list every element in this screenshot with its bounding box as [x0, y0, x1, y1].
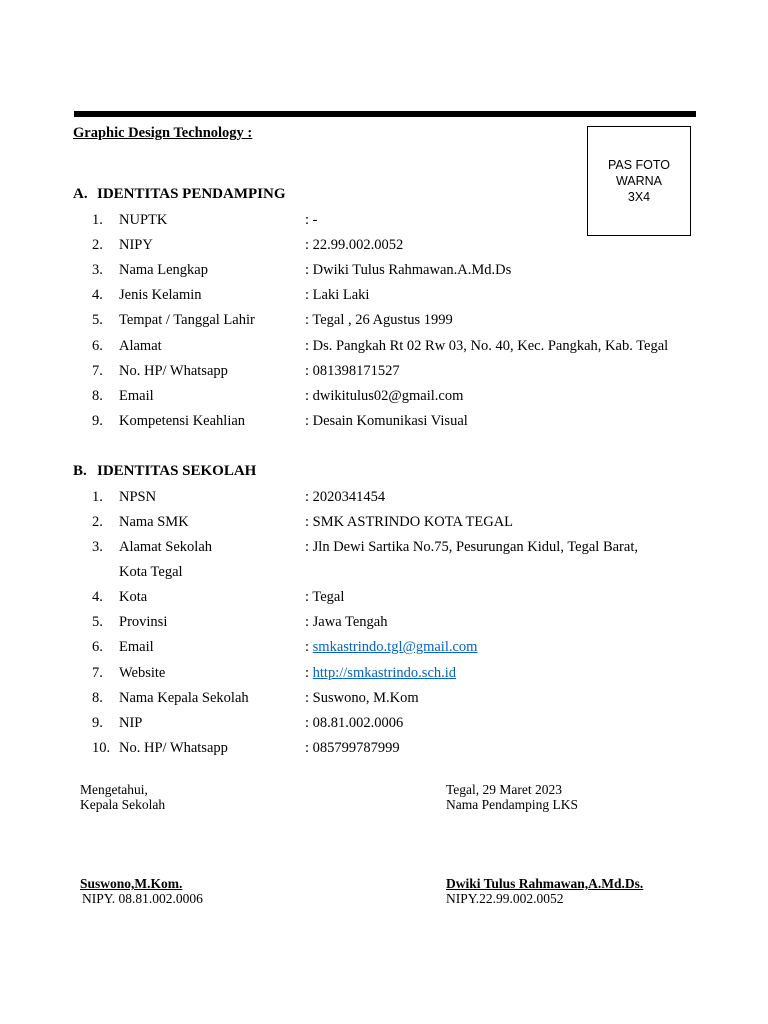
row-value: : Tegal	[305, 589, 345, 605]
section-b-letter: B.	[73, 463, 87, 479]
row-label: Email	[119, 388, 154, 404]
row-value: : Laki Laki	[305, 287, 370, 303]
row-value: : -	[305, 212, 318, 228]
row-number: 9.	[92, 413, 103, 429]
row-number: 1.	[92, 212, 103, 228]
row-value: : 081398171527	[305, 363, 400, 379]
row-value: : SMK ASTRINDO KOTA TEGAL	[305, 514, 514, 530]
row-number: 4.	[92, 287, 103, 303]
row-value	[305, 665, 456, 682]
signature-left-role: Kepala Sekolah	[80, 797, 166, 812]
row-number: 6.	[92, 639, 103, 655]
row-colon: :	[305, 665, 313, 681]
photo-placeholder-text: PAS FOTO WARNA 3X4	[607, 158, 671, 204]
section-b-heading	[73, 463, 256, 480]
section-b-title: IDENTITAS SEKOLAH	[97, 463, 257, 479]
row-label: Nama SMK	[119, 514, 189, 530]
row-number: 6.	[92, 338, 103, 354]
row-label: Tempat / Tanggal Lahir	[119, 312, 255, 328]
row-number: 7.	[92, 363, 103, 379]
row-number: 5.	[92, 312, 103, 328]
row-number: 10.	[92, 740, 111, 756]
signature-right-name: Dwiki Tulus Rahmawan,A.Md.Ds.	[446, 876, 644, 891]
row-label: Nama Lengkap	[119, 262, 208, 278]
signature-right-id: NIPY.22.99.002.0052	[446, 891, 564, 906]
photo-placeholder-box	[587, 126, 691, 236]
row-label: Kota	[119, 589, 148, 605]
row-number: 1.	[92, 489, 103, 505]
row-label-continuation: Kota Tegal	[119, 564, 183, 580]
section-a-heading	[73, 186, 286, 203]
row-label: Email	[119, 639, 154, 655]
row-label: Website	[119, 665, 166, 681]
row-label: Kompetensi Keahlian	[119, 413, 246, 429]
row-value: : 22.99.002.0052	[305, 237, 404, 253]
row-label: No. HP/ Whatsapp	[119, 740, 228, 756]
document-title: Graphic Design Technology :	[73, 125, 253, 141]
row-label: NPSN	[119, 489, 157, 505]
row-number: 4.	[92, 589, 103, 605]
row-number: 2.	[92, 514, 103, 530]
row-label: Nama Kepala Sekolah	[119, 690, 249, 706]
row-label: NIPY	[119, 237, 153, 253]
row-value: : Suswono, M.Kom	[305, 690, 419, 706]
school-email-link[interactable]: smkastrindo.tgl@gmail.com	[312, 639, 478, 655]
row-value: : 08.81.002.0006	[305, 715, 404, 731]
row-value: : Ds. Pangkah Rt 02 Rw 03, No. 40, Kec. Pangkah, Kab. Tegal	[305, 338, 669, 354]
row-value: : Dwiki Tulus Rahmawan.A.Md.Ds	[305, 262, 512, 278]
row-number: 5.	[92, 614, 103, 630]
signature-left-id: NIPY. 08.81.002.0006	[82, 891, 203, 906]
row-colon: :	[305, 639, 313, 655]
row-number: 3.	[92, 539, 103, 555]
row-value: : 085799787999	[305, 740, 400, 756]
section-a-title: IDENTITAS PENDAMPING	[97, 186, 286, 202]
row-value	[305, 639, 477, 656]
row-value: : Jln Dewi Sartika No.75, Pesurungan Kidul, Tegal Barat,	[305, 539, 638, 555]
row-number: 8.	[92, 690, 103, 706]
row-number: 8.	[92, 388, 103, 404]
row-label: Jenis Kelamin	[119, 287, 202, 303]
row-label: Provinsi	[119, 614, 168, 630]
row-number: 2.	[92, 237, 103, 253]
signature-left-greeting: Mengetahui,	[80, 782, 148, 797]
row-label: NUPTK	[119, 212, 168, 228]
row-label: NIP	[119, 715, 143, 731]
row-value: : Desain Komunikasi Visual	[305, 413, 468, 429]
header-rule	[74, 111, 696, 117]
signature-right-date: Tegal, 29 Maret 2023	[446, 782, 563, 797]
row-number: 9.	[92, 715, 103, 731]
row-number: 7.	[92, 665, 103, 681]
row-value: : 2020341454	[305, 489, 386, 505]
signature-left-name: Suswono,M.Kom.	[80, 876, 183, 891]
row-value: : Tegal , 26 Agustus 1999	[305, 312, 453, 328]
row-label: Alamat	[119, 338, 162, 354]
row-value: : Jawa Tengah	[305, 614, 388, 630]
signature-right-role: Nama Pendamping LKS	[446, 797, 578, 812]
section-a-letter: A.	[73, 186, 88, 202]
row-number: 3.	[92, 262, 103, 278]
row-value: : dwikitulus02@gmail.com	[305, 388, 464, 404]
row-label: No. HP/ Whatsapp	[119, 363, 228, 379]
row-label: Alamat Sekolah	[119, 539, 213, 555]
school-website-link[interactable]: http://smkastrindo.sch.id	[312, 665, 457, 681]
